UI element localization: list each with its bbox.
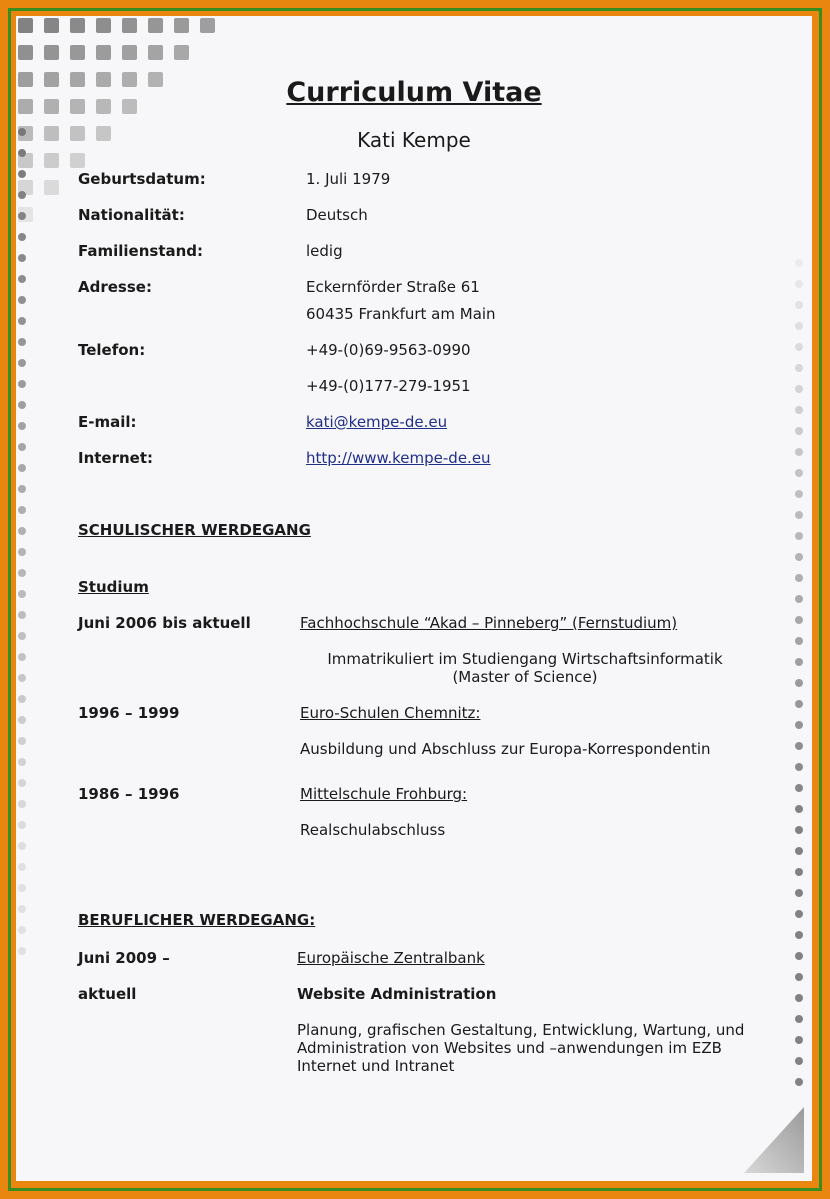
decor-dot (18, 800, 26, 808)
decor-dot (18, 464, 26, 472)
decor-dot (795, 826, 803, 834)
decor-dot (18, 905, 26, 913)
decor-dot (795, 910, 803, 918)
email-link[interactable]: kati@kempe-de.eu (306, 413, 448, 431)
decor-square (70, 153, 85, 168)
decor-dot (795, 700, 803, 708)
decor-dot (795, 553, 803, 561)
decor-dot (795, 973, 803, 981)
decor-dot (795, 616, 803, 624)
decor-dot (18, 359, 26, 367)
value-phone-landline: +49-(0)69-9563-0990 (306, 341, 471, 359)
decor-dot (18, 548, 26, 556)
decor-dot (18, 317, 26, 325)
career-description-line-2: Administration von Websites und –anwendungen im EZB (297, 1039, 722, 1057)
decor-dot (18, 632, 26, 640)
school-detail-1a: Immatrikuliert im Studiengang Wirtschaftsinformatik (327, 650, 723, 668)
decor-dot (795, 1057, 803, 1065)
decor-square (200, 18, 215, 33)
decor-dot (795, 952, 803, 960)
decor-dot (18, 863, 26, 871)
decor-dot (795, 847, 803, 855)
decor-square (148, 18, 163, 33)
value-nationality: Deutsch (306, 206, 368, 224)
label-email: E-mail: (78, 413, 137, 431)
decor-dot (795, 532, 803, 540)
decor-dot (18, 506, 26, 514)
decor-square (96, 18, 111, 33)
school-detail-3: Realschulabschluss (300, 821, 446, 839)
decor-dot (795, 469, 803, 477)
decor-dot (795, 595, 803, 603)
decor-dot (18, 569, 26, 577)
page-title: Curriculum Vitae (286, 77, 542, 108)
decor-square (122, 18, 137, 33)
decor-dot (795, 448, 803, 456)
school-detail-1b: (Master of Science) (452, 668, 598, 686)
decor-dot (18, 212, 26, 220)
decor-dot (18, 884, 26, 892)
label-marital-status: Familienstand: (78, 242, 204, 260)
value-birthdate: 1. Juli 1979 (306, 170, 391, 188)
decor-square (122, 45, 137, 60)
subheading-studies: Studium (78, 578, 149, 596)
label-nationality: Nationalität: (78, 206, 185, 224)
school-period-1: Juni 2006 bis aktuell (78, 614, 251, 632)
decor-dot (18, 779, 26, 787)
decor-square (18, 45, 33, 60)
label-internet: Internet: (78, 449, 154, 467)
decor-dot (18, 695, 26, 703)
decor-dot (795, 343, 803, 351)
decor-dot (795, 301, 803, 309)
decor-dot (795, 364, 803, 372)
career-role: Website Administration (297, 985, 497, 1003)
section-heading-school: SCHULISCHER WERDEGANG (78, 521, 311, 539)
school-period-2: 1996 – 1999 (78, 704, 180, 722)
decor-dot (795, 763, 803, 771)
cv-page (16, 16, 812, 1181)
decor-square (44, 153, 59, 168)
career-period-start: Juni 2009 – (78, 949, 170, 967)
decor-dot (795, 490, 803, 498)
decor-dot (18, 716, 26, 724)
decor-dot (795, 574, 803, 582)
decor-dot (795, 889, 803, 897)
decor-dot (795, 280, 803, 288)
value-address-city: 60435 Frankfurt am Main (306, 305, 496, 323)
decor-dot (795, 931, 803, 939)
decor-dot (795, 322, 803, 330)
decor-dot (18, 947, 26, 955)
decor-dot (795, 868, 803, 876)
value-phone-mobile: +49-(0)177-279-1951 (306, 377, 471, 395)
decor-dot (795, 805, 803, 813)
value-address-street: Eckernförder Straße 61 (306, 278, 480, 296)
decor-dot (18, 296, 26, 304)
decor-square (44, 180, 59, 195)
decor-dot (18, 401, 26, 409)
decor-dot (18, 926, 26, 934)
decor-square (174, 18, 189, 33)
decor-square (148, 45, 163, 60)
decor-dot (18, 338, 26, 346)
decor-dot (795, 784, 803, 792)
school-institution-1: Fachhochschule “Akad – Pinneberg” (Fernstudium) (300, 614, 678, 632)
decor-dot (795, 427, 803, 435)
decor-dot (795, 994, 803, 1002)
decor-dot (18, 674, 26, 682)
person-name: Kati Kempe (357, 128, 471, 152)
school-institution-3: Mittelschule Frohburg: (300, 785, 468, 803)
decor-dot (795, 658, 803, 666)
decor-dot (18, 191, 26, 199)
decor-dot (795, 679, 803, 687)
decor-square (18, 18, 33, 33)
decor-dot (18, 758, 26, 766)
decor-dot (18, 527, 26, 535)
decor-dot (795, 637, 803, 645)
label-birthdate: Geburtsdatum: (78, 170, 206, 188)
value-marital-status: ledig (306, 242, 343, 260)
label-phone: Telefon: (78, 341, 146, 359)
decor-dot (18, 653, 26, 661)
decor-square (70, 45, 85, 60)
decor-dot (18, 422, 26, 430)
career-description-line-3: Internet und Intranet (297, 1057, 455, 1075)
decor-dot (18, 611, 26, 619)
school-detail-2: Ausbildung und Abschluss zur Europa-Korrespondentin (300, 740, 711, 758)
decor-dot (18, 842, 26, 850)
decor-dot (795, 406, 803, 414)
decor-dot (795, 1078, 803, 1086)
career-description-line-1: Planung, grafischen Gestaltung, Entwicklung, Wartung, und (297, 1021, 745, 1039)
decor-square (174, 45, 189, 60)
career-period-end: aktuell (78, 985, 137, 1003)
decor-dot (18, 275, 26, 283)
decor-square (44, 45, 59, 60)
decor-dot (795, 511, 803, 519)
decor-dot (18, 737, 26, 745)
decor-dot (18, 821, 26, 829)
school-period-3: 1986 – 1996 (78, 785, 180, 803)
decor-dot (18, 380, 26, 388)
decor-dot (18, 254, 26, 262)
decor-dot (795, 259, 803, 267)
website-link[interactable]: http://www.kempe-de.eu (306, 449, 491, 467)
decor-dot (795, 1015, 803, 1023)
decor-dot (795, 385, 803, 393)
decor-dot (18, 443, 26, 451)
decor-square (96, 45, 111, 60)
school-institution-2: Euro-Schulen Chemnitz: (300, 704, 481, 722)
decor-dot (18, 170, 26, 178)
decor-dot (795, 721, 803, 729)
decor-dot (18, 233, 26, 241)
career-employer: Europäische Zentralbank (297, 949, 485, 967)
label-address: Adresse: (78, 278, 152, 296)
decor-dot (18, 590, 26, 598)
decor-dot (18, 485, 26, 493)
decor-dot (795, 742, 803, 750)
page-curl-corner-decoration (744, 1107, 804, 1173)
section-heading-career: BERUFLICHER WERDEGANG: (78, 911, 316, 929)
decor-dot (795, 1036, 803, 1044)
decor-square (70, 18, 85, 33)
decor-square (44, 18, 59, 33)
